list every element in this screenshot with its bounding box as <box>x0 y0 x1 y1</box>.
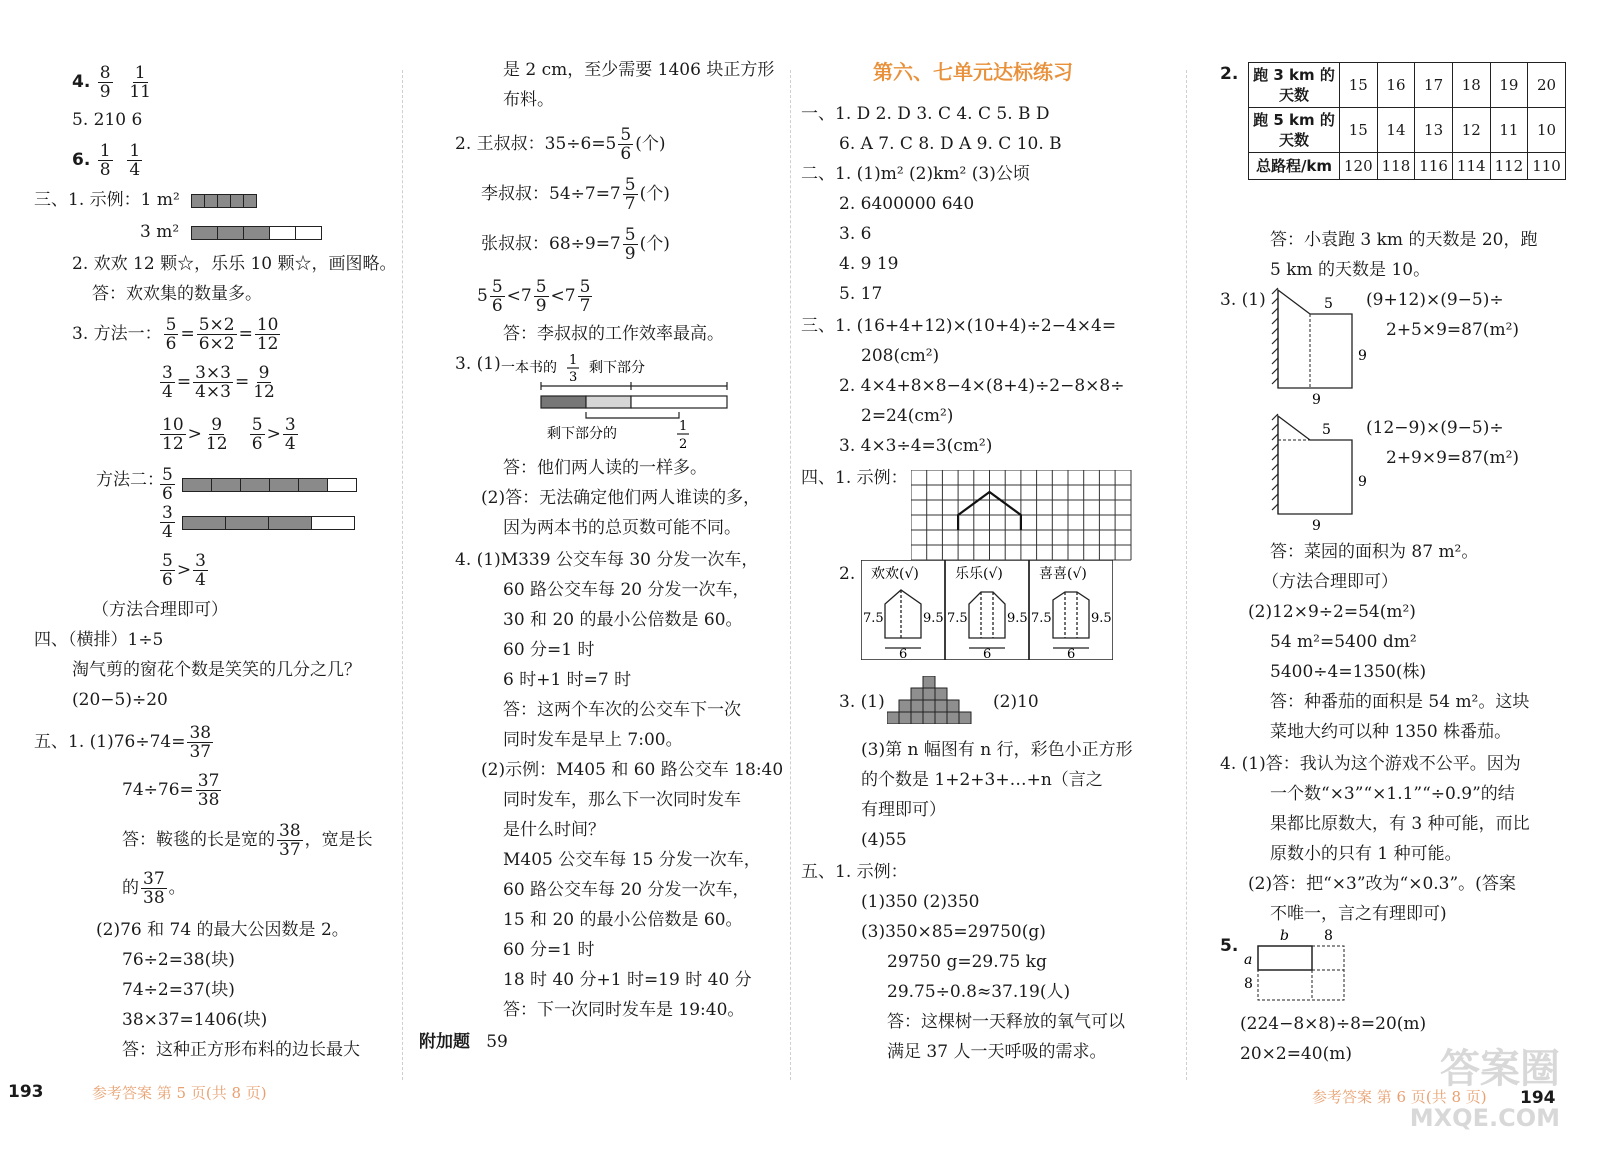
c2-c4: 因为两本书的总页数可能不同。 <box>503 518 741 538</box>
svg-text:9: 9 <box>1312 518 1321 534</box>
c4-d2: 20×2=40(m) <box>1240 1044 1352 1064</box>
c4-b0: 3. (1) <box>1220 290 1266 310</box>
book-bar-half <box>586 396 631 408</box>
kid-label-2: 乐乐(√) <box>955 566 1003 582</box>
c4-b6: （方法合理即可） <box>1262 572 1398 592</box>
svg-text:8: 8 <box>1244 976 1253 992</box>
method-2-bar-b: $\frac{3}{4}$ <box>158 504 355 541</box>
column-4 <box>1190 0 1590 1154</box>
bar-1m2 <box>191 194 257 208</box>
c3-d3b: (2)10 <box>993 692 1039 712</box>
table-row: 总路程/km 120 118 116 114 112 110 <box>1249 153 1566 180</box>
running-table <box>1248 62 1566 180</box>
c2-d1: 4. (1)M339 公交车每 30 分发一次车， <box>455 550 759 570</box>
c4-b9: 5400÷4=1350(株) <box>1270 662 1427 682</box>
grid-house-figure <box>911 470 1133 562</box>
kid-label-1: 欢欢(√) <box>871 566 919 582</box>
svg-text:a: a <box>1244 952 1253 968</box>
book-bar-read <box>541 396 586 408</box>
c2-d16: 答：下一次同时发车是 19:40。 <box>503 1000 745 1020</box>
section-5-q1d: 的 $\frac{37}{38}$ 。 <box>122 869 186 908</box>
c3-d6: 有理即可） <box>861 800 946 820</box>
c4-c2: 一个数“×3”“×1.1”“÷0.9”的结 <box>1270 784 1515 804</box>
svg-text:7.5: 7.5 <box>1031 611 1052 626</box>
kid-label-3: 喜喜(√) <box>1039 566 1087 582</box>
section-4: 四、（横排）1÷5 <box>34 630 164 650</box>
book-diagram <box>501 352 771 452</box>
staircase-figure <box>887 676 983 724</box>
fraction: $\frac{1}{11}$ <box>129 63 151 102</box>
fraction: $\frac{8}{9}$ <box>99 63 111 102</box>
c3-d2: 2. <box>839 564 856 584</box>
svg-text:6: 6 <box>1067 647 1076 660</box>
book-label-2: 剩下部分 <box>589 360 645 376</box>
book-bar-rest <box>631 396 727 408</box>
c2-d2: 60 路公交车每 20 分发一次车， <box>503 580 750 600</box>
book-frac-n: 1 <box>569 353 578 368</box>
column-separator <box>790 70 791 1080</box>
c3-b1: 二、1. (1)m² (2)km² (3)公顷 <box>801 164 1030 184</box>
svg-text:2: 2 <box>679 437 688 452</box>
c3-d1: 四、1. 示例： <box>801 468 908 488</box>
c4-c1: 4. (1)答：我认为这个游戏不公平。因为 <box>1220 754 1521 774</box>
c3-b5: 5. 17 <box>839 284 883 304</box>
column-separator <box>1186 70 1187 1080</box>
section-5-q2c: 38×37=1406(块) <box>122 1010 268 1030</box>
c2-d11: M405 公交车每 15 分发一次车， <box>503 850 761 870</box>
c4-b1: (9+12)×(9−5)÷ <box>1366 290 1504 310</box>
section-5-q1c: 答：鞍毯的长是宽的 $\frac{38}{37}$ ，宽是长 <box>122 821 373 860</box>
c4-d0: 5. <box>1220 936 1239 956</box>
c2-d6: 答：这两个车次的公交车下一次 <box>503 700 741 720</box>
fraction: $\frac{1}{8}$ <box>99 141 111 180</box>
c3-b3: 3. 6 <box>839 224 872 244</box>
c4-b8: 54 m²=5400 dm² <box>1270 632 1417 652</box>
c2-a2: 布料。 <box>503 90 554 110</box>
c3-e6: 答：这棵树一天释放的氧气可以 <box>887 1012 1125 1032</box>
c2-b3: 张叔叔：68÷9=7 $\frac{5}{9}$ (个) <box>481 225 670 264</box>
svg-text:9.5: 9.5 <box>923 611 944 626</box>
svg-text:5: 5 <box>1322 422 1331 438</box>
answer-5: 5. 210 6 <box>72 110 143 130</box>
svg-text:5: 5 <box>1324 296 1333 312</box>
column-1 <box>0 0 400 1154</box>
c4-c3: 果都比原数大，有 3 种可能，而比 <box>1270 814 1530 834</box>
c2-c3: (2)答：无法确定他们两人谁读的多， <box>481 488 761 508</box>
c4-c6: 不唯一，言之有理即可) <box>1270 904 1447 924</box>
c3-e2: (1)350 (2)350 <box>861 892 980 912</box>
c2-d12: 60 路公交车每 20 分发一次车， <box>503 880 750 900</box>
c2-extra: 附加题 59 <box>419 1032 508 1052</box>
book-frac-d: 3 <box>569 370 578 385</box>
svg-text:9: 9 <box>1358 474 1367 490</box>
garden-figure-2 <box>1268 410 1378 534</box>
section-3-q1b: 3 m² <box>140 220 322 244</box>
c3-b2: 2. 6400000 640 <box>839 194 975 214</box>
c2-compare: 5 $\frac{5}{6}$ <7 $\frac{5}{9}$ <7 $\frac{5}{7}$ <box>477 277 591 316</box>
section-3-q1: 三、1. 示例：1 m² <box>34 188 257 212</box>
c2-d5: 6 时+1 时=7 时 <box>503 670 632 690</box>
c4-b5: 答：菜园的面积为 87 m²。 <box>1270 542 1479 562</box>
method-2-compare: $\frac{5}{6}$ > $\frac{3}{4}$ <box>162 551 206 590</box>
svg-text:b: b <box>1280 928 1289 944</box>
right-page-number: 194 <box>1520 1088 1556 1108</box>
left-page-number: 193 <box>8 1082 44 1102</box>
section-4b: (20−5)÷20 <box>72 690 168 710</box>
table-row: 跑 5 km 的天数 15 14 13 12 11 10 <box>1249 108 1566 153</box>
c2-d8: (2)示例：M405 和 60 路公交车 18:40 <box>481 760 784 780</box>
c3-c2: 208(cm²) <box>861 346 940 366</box>
c4-d1: (224−8×8)÷8=20(m) <box>1240 1014 1427 1034</box>
section-5-q1b: 74÷76= $\frac{37}{38}$ <box>122 771 220 810</box>
method-1b: $\frac{3}{4}$ = $\frac{3\times 3}{4\times 3}$ = $\frac{9}{12}$ <box>162 363 275 402</box>
section-3-q2-answer: 答：欢欢集的数量多。 <box>92 284 262 304</box>
c4-b2: 2+5×9=87(m²) <box>1386 320 1520 340</box>
right-footer-note: 参考答案 第 6 页(共 8 页) <box>1312 1088 1487 1106</box>
c2-d3: 30 和 20 的最小公倍数是 60。 <box>503 610 743 630</box>
method-1: 3. 方法一： $\frac{5}{6}$ = $\frac{5\times 2}{6\times 2}$ = $\frac{10}{12}$ <box>72 315 279 354</box>
c4-a1: 答：小袁跑 3 km 的天数是 20，跑 <box>1270 230 1538 250</box>
svg-text:9.5: 9.5 <box>1091 611 1112 626</box>
method-2-bar-a: $\frac{5}{6}$ <box>158 466 357 503</box>
column-separator <box>402 70 403 1080</box>
section-5-q1: 五、1. (1)76÷74= $\frac{38}{37}$ <box>34 723 212 762</box>
method-note: （方法合理即可） <box>92 600 228 620</box>
c3-c3: 2. 4×4+8×8−4×(8+4)÷2−8×8÷ <box>839 376 1125 396</box>
c2-d10: 是什么时间？ <box>503 820 605 840</box>
c2-b1: 2. 王叔叔：35÷6=5 $\frac{5}{6}$ (个) <box>455 125 666 164</box>
c2-d14: 60 分=1 时 <box>503 940 595 960</box>
c2-d4: 60 分=1 时 <box>503 640 595 660</box>
c4-b4: 2+9×9=87(m²) <box>1386 448 1520 468</box>
section-5-q2d: 答：这种正方形布料的边长最大 <box>122 1040 360 1060</box>
c2-d9: 同时发车，那么下一次同时发车 <box>503 790 741 810</box>
svg-text:9: 9 <box>1312 392 1321 408</box>
section-title: 第六、七单元达标练习 <box>873 60 1073 84</box>
c3-d3: 3. (1) <box>839 692 885 712</box>
section-5-q2: (2)76 和 74 的最大公因数是 2。 <box>96 920 349 940</box>
method-2: 方法二： <box>96 470 164 490</box>
c3-a1: 一、1. D 2. D 3. C 4. C 5. B D <box>801 104 1050 124</box>
c2-c2: 答：他们两人读的一样多。 <box>503 458 707 478</box>
c2-c1: 3. (1) <box>455 354 501 374</box>
answer-6: 6. $\frac{1}{8}$ $\frac{1}{4}$ <box>72 141 141 180</box>
c4-b7: (2)12×9÷2=54(m²) <box>1248 602 1416 622</box>
c4-b11: 菜地大约可以种 1350 株番茄。 <box>1270 722 1512 742</box>
c2-b4: 答：李叔叔的工作效率最高。 <box>503 324 724 344</box>
c3-c4: 2=24(cm²) <box>861 406 954 426</box>
c3-e5: 29.75÷0.8≈37.19(人) <box>887 982 1071 1002</box>
method-1c: $\frac{10}{12}$ > $\frac{9}{12}$ $\frac{5}{6}$ > $\frac{3}{4}$ <box>162 415 296 454</box>
c3-e7: 满足 37 人一天呼吸的需求。 <box>887 1042 1107 1062</box>
c3-c5: 3. 4×3÷4=3(cm²) <box>839 436 993 456</box>
svg-text:1: 1 <box>679 419 688 434</box>
rectangle-figure <box>1240 926 1370 1006</box>
svg-text:7.5: 7.5 <box>947 611 968 626</box>
svg-text:6: 6 <box>899 647 908 660</box>
c2-d15: 18 时 40 分+1 时=19 时 40 分 <box>503 970 752 990</box>
c3-e1: 五、1. 示例： <box>801 862 908 882</box>
watermark-url: MXQE.COM <box>1409 1104 1560 1132</box>
watermark-logo: 答案圈 <box>1440 1046 1560 1092</box>
section-4a: 淘气剪的窗花个数是笑笑的几分之几？ <box>72 660 361 680</box>
c4-t0: 2. <box>1220 64 1239 84</box>
column-2 <box>405 0 795 1154</box>
c3-c1: 三、1. (16+4+12)×(10+4)÷2−4×4= <box>801 316 1117 336</box>
section-5-q2b: 74÷2=37(块) <box>122 980 235 1000</box>
c2-d7: 同时发车是早上 7:00。 <box>503 730 683 750</box>
c4-b10: 答：种番茄的面积是 54 m²。这块 <box>1270 692 1530 712</box>
svg-text:6: 6 <box>983 647 992 660</box>
garden-figure-1 <box>1268 284 1378 408</box>
section-3-q2: 2. 欢欢 12 颗☆，乐乐 10 颗☆，画图略。 <box>72 254 397 274</box>
section-5-q2a: 76÷2=38(块) <box>122 950 235 970</box>
svg-text:7.5: 7.5 <box>863 611 884 626</box>
bar-3m2 <box>191 226 322 240</box>
svg-text:8: 8 <box>1324 928 1333 944</box>
c3-d5: 的个数是 1+2+3+…+n（言之 <box>861 770 1103 790</box>
svg-text:9.5: 9.5 <box>1007 611 1028 626</box>
fraction: $\frac{1}{4}$ <box>129 141 141 180</box>
c2-d13: 15 和 20 的最小公倍数是 60。 <box>503 910 743 930</box>
c2-b2: 李叔叔：54÷7=7 $\frac{5}{7}$ (个) <box>481 175 670 214</box>
c2-a1: 是 2 cm，至少需要 1406 块正方形 <box>503 60 775 80</box>
c4-c4: 原数小的只有 1 种可能。 <box>1270 844 1462 864</box>
column-3 <box>795 0 1195 1154</box>
c3-d4: (3)第 n 幅图有 n 行，彩色小正方形 <box>861 740 1133 760</box>
c3-a2: 6. A 7. C 8. D A 9. C 10. B <box>839 134 1062 154</box>
c3-e3: (3)350×85=29750(g) <box>861 922 1046 942</box>
kids-figures <box>861 560 1113 660</box>
answer-4: 4. $\frac{8}{9}$ $\frac{1}{11}$ <box>72 63 151 102</box>
table-row: 跑 3 km 的天数 15 16 17 18 19 20 <box>1249 63 1566 108</box>
c3-d7: (4)55 <box>861 830 907 850</box>
svg-text:9: 9 <box>1358 348 1367 364</box>
c4-b3: (12−9)×(9−5)÷ <box>1366 418 1504 438</box>
left-footer-note: 参考答案 第 5 页(共 8 页) <box>92 1084 267 1102</box>
c3-b4: 4. 9 19 <box>839 254 899 274</box>
book-label-1: 一本书的 <box>501 360 557 376</box>
c4-c5: (2)答：把“×3”改为“×0.3”。(答案 <box>1248 874 1516 894</box>
c4-a2: 5 km 的天数是 10。 <box>1270 260 1431 280</box>
c3-e4: 29750 g=29.75 kg <box>887 952 1047 972</box>
book-label-3: 剩下部分的 <box>547 426 617 442</box>
